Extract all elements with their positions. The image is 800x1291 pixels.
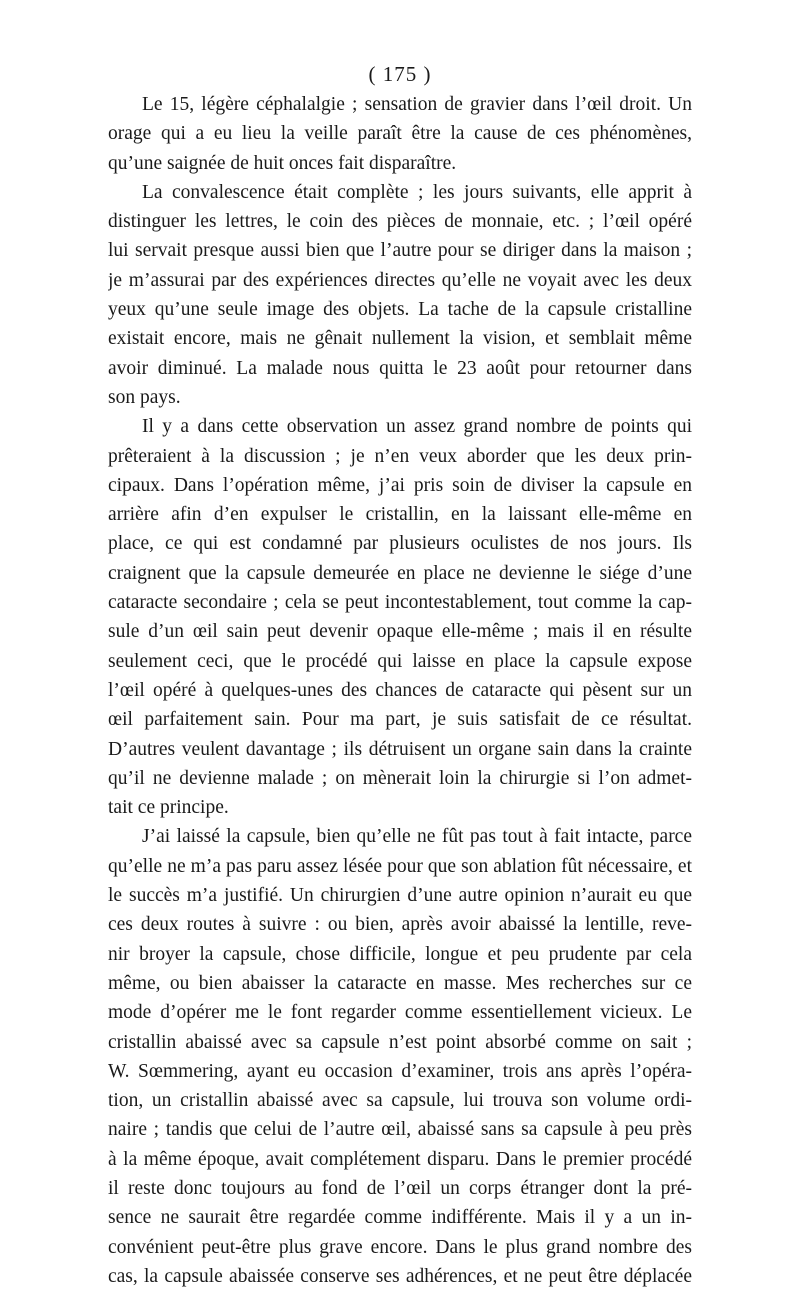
- text-line: qu’il ne devienne malade ; on mènerait loin la chirurgie si l’on admet-: [108, 767, 692, 789]
- page-number: ( 175 ): [368, 62, 432, 86]
- text-line: son pays.: [108, 386, 181, 408]
- text-line: œil parfaitement sain. Pour ma part, je suis satisfait de ce résultat.: [108, 709, 692, 731]
- text-line: tait ce principe.: [108, 797, 229, 819]
- text-line: il reste donc toujours au fond de l’œil un corps étranger dont la pré-: [108, 1177, 692, 1199]
- text-line: je m’assurai par des expériences directes qu’elle ne voyait avec les deux: [108, 269, 692, 291]
- text-line: nir broyer la capsule, chose difficile, longue et peu prudente par cela: [108, 943, 692, 965]
- text-line: qu’une saignée de huit onces fait disparaître.: [108, 152, 457, 174]
- text-line: J’ai laissé la capsule, bien qu’elle ne fût pas tout à fait intacte, parce: [142, 826, 692, 848]
- body-text: [108, 90, 692, 1291]
- text-line: sule d’un œil sain peut devenir opaque elle-même ; mais il en résulte: [108, 621, 692, 643]
- text-line: seulement ceci, que le procédé qui laisse en place la capsule expose: [108, 650, 692, 672]
- text-line: arrière afin d’en expulser le cristallin, en la laissant elle-même en: [108, 504, 692, 526]
- text-line: place, ce qui est condamné par plusieurs oculistes de nos jours. Ils: [108, 533, 692, 555]
- text-line: l’œil opéré à quelques-unes des chances de cataracte qui pèsent sur un: [108, 679, 692, 701]
- text-line: cipaux. Dans l’opération même, j’ai pris soin de diviser la capsule en: [108, 474, 692, 496]
- text-line: ces deux routes à suivre : ou bien, après avoir abaissé la lentille, reve-: [108, 914, 692, 936]
- text-line: cataracte secondaire ; cela se peut incontestablement, tout comme la cap-: [108, 592, 692, 614]
- text-line: prêteraient à la discussion ; je n’en veux aborder que les deux prin-: [108, 445, 692, 467]
- text-line: convénient peut-être plus grave encore. Dans le plus grand nombre des: [108, 1236, 692, 1258]
- text-line: tion, un cristallin abaissé avec sa capsule, lui trouva son volume ordi-: [108, 1090, 692, 1112]
- text-line: à la même époque, avait complétement disparu. Dans le premier procédé: [108, 1148, 692, 1170]
- text-line: avoir diminué. La malade nous quitta le 23 août pour retourner dans: [108, 357, 692, 379]
- text-line: distinguer les lettres, le coin des pièces de monnaie, etc. ; l’œil opéré: [108, 211, 692, 233]
- text-line: qu’elle ne m’a pas paru assez lésée pour que son ablation fût nécessaire, et: [108, 855, 692, 877]
- text-line: craignent que la capsule demeurée en place ne devienne le siége d’une: [108, 562, 692, 584]
- text-line: le succès m’a justifié. Un chirurgien d’une autre opinion n’aurait eu que: [108, 885, 692, 907]
- text-line: cas, la capsule abaissée conserve ses adhérences, et ne peut être déplacée: [108, 1265, 692, 1287]
- text-line: orage qui a eu lieu la veille paraît être la cause de ces phénomènes,: [108, 123, 692, 145]
- text-line: W. Sœmmering, ayant eu occasion d’examiner, trois ans après l’opéra-: [108, 1060, 692, 1082]
- text-line: cristallin abaissé avec sa capsule n’est point absorbé comme on sait ;: [108, 1031, 692, 1053]
- text-line: sence ne saurait être regardée comme indifférente. Mais il y a un in-: [108, 1207, 692, 1229]
- text-line: existait encore, mais ne gênait nullement la vision, et semblait même: [108, 328, 692, 350]
- text-line: Il y a dans cette observation un assez grand nombre de points qui: [142, 416, 692, 438]
- text-line: La convalescence était complète ; les jours suivants, elle apprit à: [142, 181, 692, 203]
- text-line: Le 15, légère céphalalgie ; sensation de gravier dans l’œil droit. Un: [142, 94, 692, 115]
- text-line: D’autres veulent davantage ; ils détruisent un organe sain dans la crainte: [108, 738, 692, 760]
- text-line: même, ou bien abaisser la cataracte en masse. Mes recherches sur ce: [108, 972, 692, 994]
- text-line: mode d’opérer me le font regarder comme essentiellement vicieux. Le: [108, 1002, 692, 1024]
- text-line: naire ; tandis que celui de l’autre œil, abaissé sans sa capsule à peu près: [108, 1119, 692, 1141]
- text-line: lui servait presque aussi bien que l’autre pour se diriger dans la maison ;: [108, 240, 692, 262]
- text-line: yeux qu’une seule image des objets. La tache de la capsule cristalline: [108, 299, 692, 321]
